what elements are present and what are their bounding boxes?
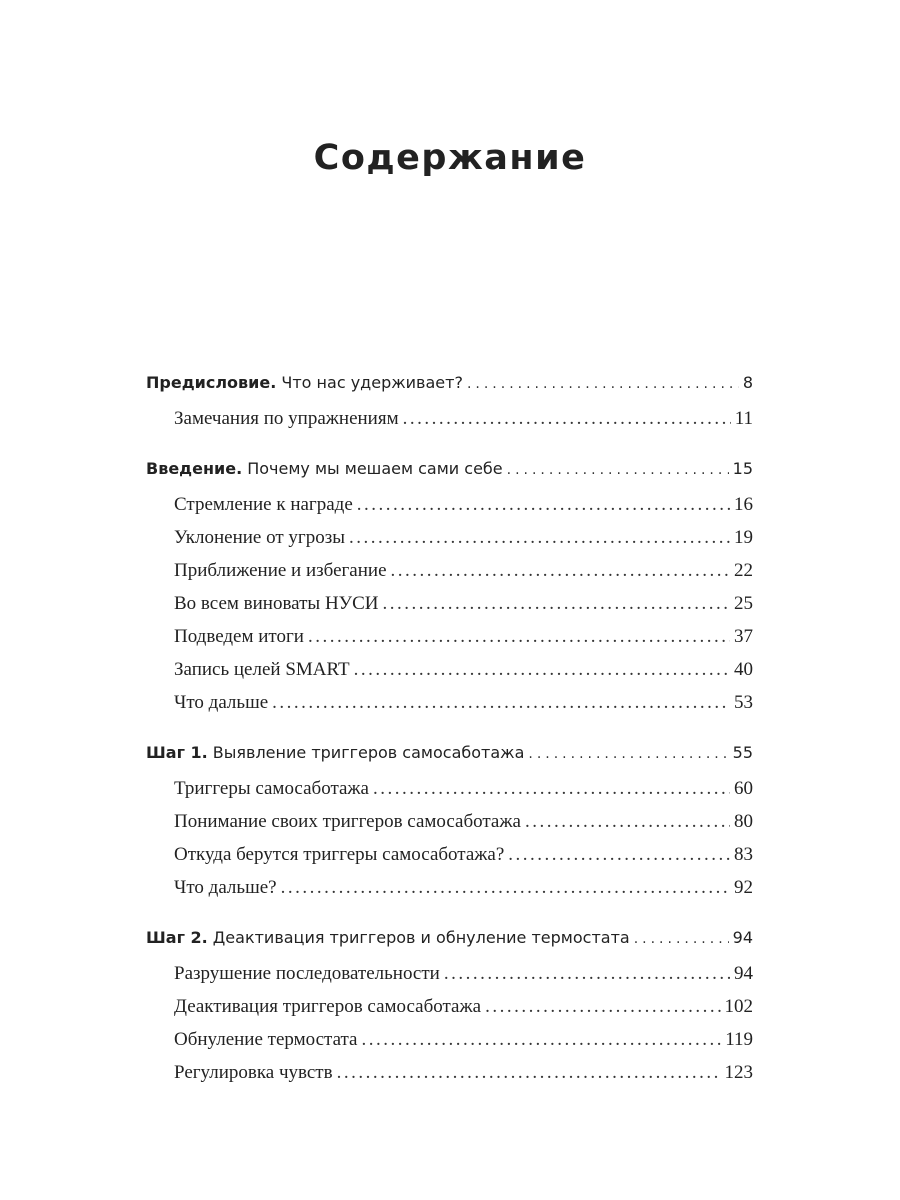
dot-leader bbox=[373, 772, 730, 805]
toc-entry[interactable] bbox=[146, 521, 753, 554]
dot-leader bbox=[403, 402, 731, 435]
toc-heading-text: Почему мы мешаем сами себе bbox=[242, 459, 503, 478]
toc-page-number: 15 bbox=[732, 459, 753, 478]
toc-entry[interactable] bbox=[146, 620, 753, 653]
toc-page-number: 102 bbox=[724, 996, 753, 1017]
dot-leader bbox=[383, 587, 730, 620]
toc-entry-label: Деактивация триггеров самосаботажа bbox=[174, 996, 482, 1017]
toc-section bbox=[146, 366, 753, 435]
toc-page-number: 19 bbox=[734, 527, 753, 548]
toc-section bbox=[146, 736, 753, 904]
toc-page-number: 94 bbox=[734, 963, 753, 984]
toc-entry[interactable] bbox=[146, 686, 753, 719]
toc-heading-label bbox=[146, 366, 463, 399]
dot-leader bbox=[354, 653, 730, 686]
toc-heading-label bbox=[146, 921, 630, 954]
toc-entry[interactable] bbox=[146, 1023, 753, 1056]
toc-entry-label: Стремление к награде bbox=[174, 494, 353, 515]
table-of-contents bbox=[146, 366, 753, 1106]
toc-entry-label: Запись целей SMART bbox=[174, 659, 350, 680]
dot-leader bbox=[272, 686, 730, 719]
toc-page-number: 123 bbox=[724, 1062, 753, 1083]
toc-entry-label: Триггеры самосаботажа bbox=[174, 778, 369, 799]
dot-leader bbox=[507, 454, 729, 487]
toc-page-number: 16 bbox=[734, 494, 753, 515]
toc-entry[interactable] bbox=[146, 990, 753, 1023]
toc-entry[interactable] bbox=[146, 653, 753, 686]
toc-entry-label: Обнуление термостата bbox=[174, 1029, 358, 1050]
toc-entry-label: Что дальше? bbox=[174, 877, 277, 898]
toc-entry[interactable] bbox=[146, 772, 753, 805]
toc-entry[interactable] bbox=[146, 1056, 753, 1089]
dot-leader bbox=[349, 521, 730, 554]
toc-heading[interactable] bbox=[146, 736, 753, 769]
toc-entry-label: Разрушение последовательности bbox=[174, 963, 440, 984]
toc-heading-label bbox=[146, 736, 524, 769]
toc-entry-label: Во всем виноваты НУСИ bbox=[174, 593, 379, 614]
toc-entry-label: Откуда берутся триггеры самосаботажа? bbox=[174, 844, 505, 865]
toc-entry-label: Понимание своих триггеров самосаботажа bbox=[174, 811, 521, 832]
toc-page-number: 119 bbox=[725, 1029, 753, 1050]
toc-page-number: 11 bbox=[734, 408, 753, 429]
dot-leader bbox=[361, 1023, 721, 1056]
toc-entry[interactable] bbox=[146, 488, 753, 521]
dot-leader bbox=[444, 957, 730, 990]
toc-entry-label: Подведем итоги bbox=[174, 626, 304, 647]
dot-leader bbox=[485, 990, 720, 1023]
toc-entry-label: Регулировка чувств bbox=[174, 1062, 333, 1083]
toc-heading-lead: Введение. bbox=[146, 459, 243, 478]
dot-leader bbox=[528, 738, 728, 771]
toc-section bbox=[146, 921, 753, 1089]
dot-leader bbox=[308, 620, 730, 653]
toc-entry[interactable] bbox=[146, 957, 753, 990]
toc-section bbox=[146, 452, 753, 719]
toc-entry[interactable] bbox=[146, 554, 753, 587]
toc-page-number: 37 bbox=[734, 626, 753, 647]
toc-page-number: 53 bbox=[734, 692, 753, 713]
toc-heading-text: Выявление триггеров самосаботажа bbox=[207, 743, 525, 762]
dot-leader bbox=[525, 805, 730, 838]
toc-page-number: 60 bbox=[734, 778, 753, 799]
toc-heading[interactable] bbox=[146, 921, 753, 954]
toc-entry-label: Что дальше bbox=[174, 692, 269, 713]
toc-heading-lead: Шаг 2. bbox=[146, 928, 208, 947]
toc-page-number: 8 bbox=[742, 373, 753, 392]
toc-heading-text: Что нас удерживает? bbox=[276, 373, 463, 392]
toc-heading[interactable] bbox=[146, 452, 753, 485]
dot-leader bbox=[634, 923, 729, 956]
toc-entry[interactable] bbox=[146, 838, 753, 871]
dot-leader bbox=[357, 488, 730, 521]
toc-page-number: 80 bbox=[734, 811, 753, 832]
toc-entry-label: Уклонение от угрозы bbox=[174, 527, 345, 548]
toc-page-number: 83 bbox=[734, 844, 753, 865]
toc-page-number: 55 bbox=[732, 743, 753, 762]
toc-heading[interactable] bbox=[146, 366, 753, 399]
toc-entry[interactable] bbox=[146, 402, 753, 435]
toc-entry[interactable] bbox=[146, 871, 753, 904]
page-title: Содержание bbox=[313, 138, 587, 178]
toc-page-number: 22 bbox=[734, 560, 753, 581]
toc-page-number: 94 bbox=[732, 928, 753, 947]
toc-heading-label bbox=[146, 452, 503, 485]
toc-entry-label: Приближение и избегание bbox=[174, 560, 387, 581]
dot-leader bbox=[391, 554, 731, 587]
toc-heading-lead: Шаг 1. bbox=[146, 743, 208, 762]
dot-leader bbox=[467, 368, 739, 401]
dot-leader bbox=[508, 838, 730, 871]
toc-page-number: 92 bbox=[734, 877, 753, 898]
toc-entry[interactable] bbox=[146, 587, 753, 620]
toc-page-number: 40 bbox=[734, 659, 753, 680]
dot-leader bbox=[281, 871, 730, 904]
toc-heading-text: Деактивация триггеров и обнуление термостата bbox=[207, 928, 630, 947]
toc-entry[interactable] bbox=[146, 805, 753, 838]
toc-heading-lead: Предисловие. bbox=[146, 373, 277, 392]
toc-page-number: 25 bbox=[734, 593, 753, 614]
toc-entry-label: Замечания по упражнениям bbox=[174, 408, 399, 429]
dot-leader bbox=[337, 1056, 721, 1089]
